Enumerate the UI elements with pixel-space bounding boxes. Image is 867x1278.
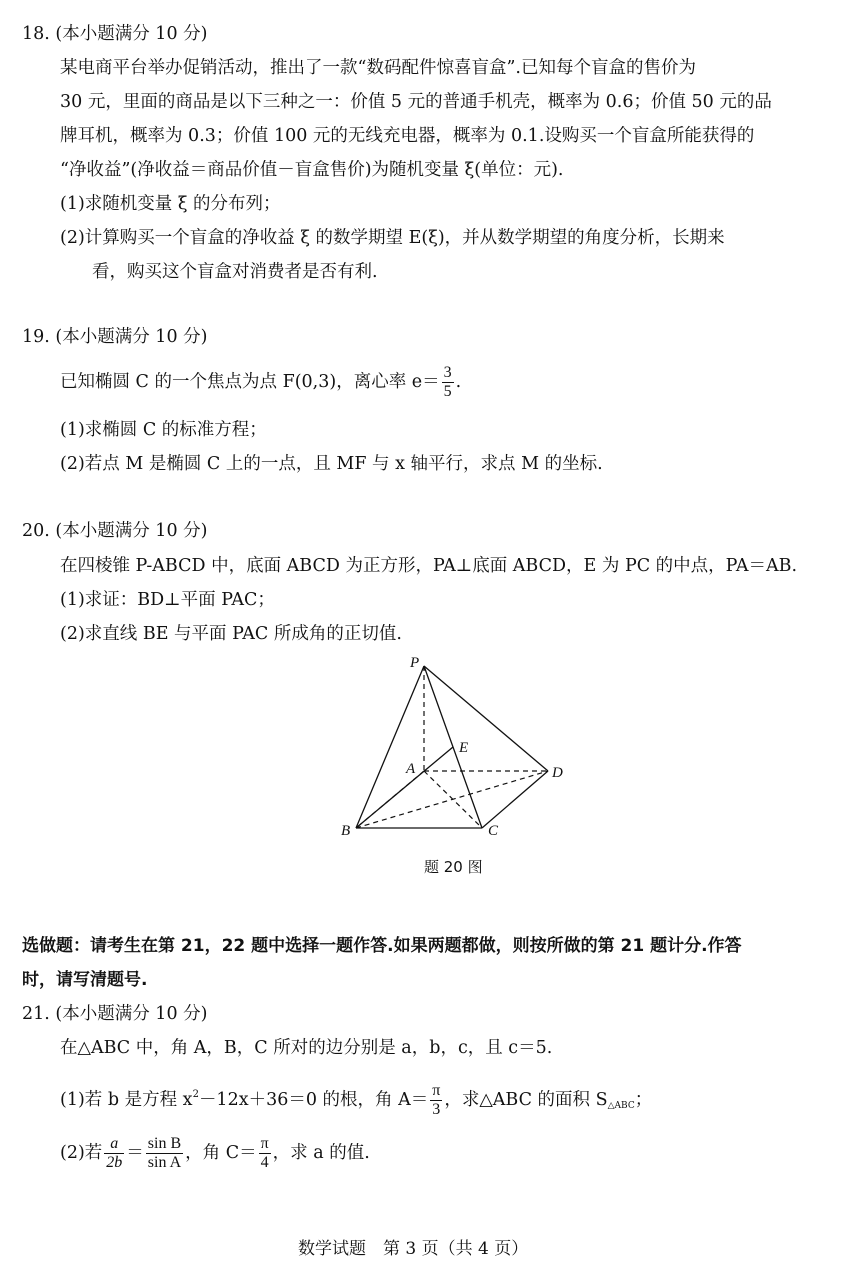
q19-score: (本小题满分 10 分) (55, 327, 208, 347)
vertex-label-P: P (410, 655, 420, 671)
q18-line3: 牌耳机，概率为 0.3；价值 100 元的无线充电器，概率为 0.1.设购买一个盲盒所能获得的 (60, 126, 755, 146)
q21-part2 (60, 1133, 370, 1177)
vertex-label-A: A (406, 761, 416, 777)
q19-eccentricity-fraction (442, 364, 454, 401)
q21-header (22, 1003, 207, 1025)
q21-score: (本小题满分 10 分) (55, 1004, 208, 1024)
q21-part2-text-c: ，求 a 的值. (272, 1143, 370, 1163)
q19-part2: (2)若点 M 是椭圆 C 上的一点，且 MF 与 x 轴平行，求点 M 的坐标. (60, 454, 603, 474)
q21-fraction3-denominator: 4 (260, 1154, 269, 1171)
q18-number: 18. (22, 24, 50, 44)
q21-fraction2-denominator: sin A (147, 1154, 182, 1171)
q19-fraction-numerator: 3 (443, 364, 452, 381)
point-label-E: E (459, 740, 469, 756)
q21-part1-text-a: (1)若 b 是方程 x (60, 1090, 193, 1110)
q20-score: (本小题满分 10 分) (55, 521, 208, 541)
q20-stem: 在四棱锥 P-ABCD 中，底面 ABCD 为正方形，PA⊥底面 ABCD，E 为 PC 的中点，PA＝AB. (60, 556, 798, 576)
edge-PC (424, 666, 482, 828)
q18-header (22, 23, 207, 45)
q19-stem (60, 362, 461, 406)
vertex-label-B: B (341, 823, 351, 839)
q19-stem-end: . (455, 372, 462, 392)
q18-line2: 30 元，里面的商品是以下三种之一：价值 5 元的普通手机壳，概率为 0.6；价值 50 元的品 (60, 92, 772, 112)
q21-stem: 在△ABC 中，角 A，B，C 所对的边分别是 a，b，c，且 c＝5. (60, 1038, 553, 1058)
q19-stem-text: 已知椭圆 C 的一个焦点为点 F(0,3)，离心率 e＝ (60, 372, 440, 392)
q18-part1: (1)求随机变量 ξ 的分布列； (60, 194, 281, 214)
q20-part1: (1)求证：BD⊥平面 PAC； (60, 590, 275, 610)
page-footer: 数学试题 第 3 页（共 4 页） (298, 1239, 529, 1259)
q19-number: 19. (22, 327, 50, 347)
q21-area-subscript: △ABC (607, 1101, 635, 1111)
q20-part2: (2)求直线 BE 与平面 PAC 所成角的正切值. (60, 624, 402, 644)
q21-part1-fraction-denominator: 3 (432, 1101, 441, 1118)
diagonal-AC (424, 771, 482, 828)
q21-part2-text-b: ，角 C＝ (185, 1143, 257, 1163)
edge-AB (356, 771, 424, 828)
q21-fraction2-numerator: sin B (147, 1135, 182, 1152)
q18-line4: “净收益”(净收益＝商品价值－盲盒售价)为随机变量 ξ(单位：元). (60, 160, 564, 180)
edge-PB (356, 666, 424, 828)
q18-part2-line1: (2)计算购买一个盲盒的净收益 ξ 的数学期望 E(ξ)，并从数学期望的角度分析，长期来 (60, 228, 725, 248)
diagonal-BD (356, 771, 548, 828)
q21-part1-text-c: ，求△ABC 的面积 S (444, 1090, 608, 1110)
q19-part1: (1)求椭圆 C 的标准方程； (60, 420, 267, 440)
q21-angle-C-fraction (259, 1135, 271, 1172)
q21-fraction1-denominator: 2b (106, 1154, 123, 1171)
q21-ratio-a-2b-fraction (104, 1135, 124, 1172)
q21-sine-ratio-fraction (146, 1135, 183, 1172)
edge-CD (482, 771, 548, 828)
q21-part2-equals: ＝ (126, 1143, 144, 1163)
figure-caption: 题 20 图 (424, 858, 483, 876)
q21-angle-A-fraction (430, 1082, 442, 1119)
q18-line1: 某电商平台举办促销活动，推出了一款“数码配件惊喜盲盒”.已知每个盲盒的售价为 (60, 58, 696, 78)
q21-number: 21. (22, 1004, 50, 1024)
q19-fraction-denominator: 5 (443, 383, 452, 400)
vertex-label-C: C (488, 823, 499, 839)
q21-part1 (60, 1075, 652, 1119)
q21-part1-text-b: －12x＋36＝0 的根，角 A＝ (198, 1090, 429, 1110)
vertex-label-D: D (552, 765, 563, 781)
q21-fraction1-numerator: a (104, 1135, 124, 1154)
q21-part1-text-d: ； (634, 1090, 653, 1110)
q18-part2-line2: 看，购买这个盲盒对消费者是否有利. (92, 262, 378, 282)
q21-part1-fraction-numerator: π (432, 1082, 441, 1099)
edge-PD (424, 666, 548, 771)
elective-instruction-line2: 时，请写清题号. (22, 970, 148, 990)
q20-header (22, 520, 207, 542)
q21-part2-text-a: (2)若 (60, 1143, 103, 1163)
q21-fraction3-numerator: π (260, 1135, 269, 1152)
q18-score: (本小题满分 10 分) (55, 24, 208, 44)
q20-number: 20. (22, 521, 50, 541)
q21-part1-exponent: 2 (192, 1089, 199, 1100)
segment-BE (356, 747, 453, 828)
elective-instruction-line1: 选做题：请考生在第 21，22 题中选择一题作答.如果两题都做，则按所做的第 21 题计分.作答 (22, 936, 742, 956)
q19-header (22, 326, 207, 348)
